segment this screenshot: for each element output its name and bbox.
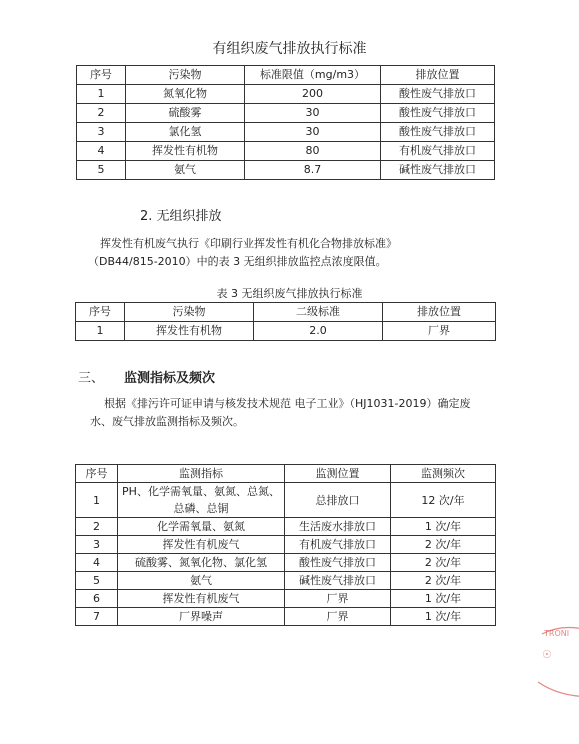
section3-paragraph-line2: 水、废气排放监测指标及频次。: [90, 415, 244, 428]
section3-paragraph-line1: 根据《排污许可证申请与核发技术规范 电子工业》（HJ1031-2019）确定废: [104, 397, 471, 410]
table-cell: 80: [245, 142, 381, 161]
table-cell: 4: [77, 142, 126, 161]
stamp-text: TRONI: [544, 629, 570, 638]
table-row: [77, 161, 495, 180]
table-header-cell: 序号: [77, 66, 126, 85]
table-cell: 化学需氧量、氨氮: [118, 518, 285, 536]
table-row: [76, 572, 496, 590]
table-header-cell: 监测位置: [285, 465, 391, 483]
table-cell: 200: [245, 85, 381, 104]
section3-number: 三、: [78, 371, 105, 386]
table-cell: 1: [76, 483, 118, 518]
table-row: [76, 554, 496, 572]
table-cell: 挥发性有机物: [125, 322, 254, 341]
table-cell: 氮氧化物: [126, 85, 245, 104]
table-cell: 6: [76, 590, 118, 608]
table-cell: 有机废气排放口: [285, 536, 391, 554]
table-header-row: [77, 66, 495, 85]
table-cell: 挥发性有机物: [126, 142, 245, 161]
table-cell: 酸性废气排放口: [381, 85, 495, 104]
table-cell: 酸性废气排放口: [381, 123, 495, 142]
table-cell: 酸性废气排放口: [381, 104, 495, 123]
table1-title: 有组织废气排放执行标准: [212, 41, 367, 57]
table-row: [77, 104, 495, 123]
table-cell: 生活废水排放口: [285, 518, 391, 536]
table-row: [76, 518, 496, 536]
table-cell: 1: [76, 322, 125, 341]
table-cell: 厂界: [285, 608, 391, 626]
table-cell: 1: [77, 85, 126, 104]
table-row: [76, 590, 496, 608]
table-cell: 7: [76, 608, 118, 626]
table-cell: 厂界: [383, 322, 496, 341]
table-cell: 4: [76, 554, 118, 572]
emission-standard-table: [76, 65, 495, 180]
table-cell: 8.7: [245, 161, 381, 180]
table-cell: 12 次/年: [391, 483, 496, 518]
table-header-cell: 排放位置: [381, 66, 495, 85]
table-cell: 挥发性有机废气: [118, 590, 285, 608]
table-cell: 1 次/年: [391, 608, 496, 626]
table-cell: 3: [76, 536, 118, 554]
table-cell: 5: [76, 572, 118, 590]
table-cell: 2: [76, 518, 118, 536]
table-cell: 厂界噪声: [118, 608, 285, 626]
table-cell: 硫酸雾、氮氧化物、氯化氢: [118, 554, 285, 572]
table-cell: 30: [245, 104, 381, 123]
table-row: [76, 483, 496, 518]
table-cell: 2.0: [254, 322, 383, 341]
table-cell: 碱性废气排放口: [381, 161, 495, 180]
monitoring-table: [75, 464, 496, 626]
table-header-cell: 二级标准: [254, 303, 383, 322]
company-seal-stamp: [534, 622, 579, 712]
table-cell: 5: [77, 161, 126, 180]
section3-title: 监测指标及频次: [124, 371, 216, 386]
table-header-cell: 监测指标: [118, 465, 285, 483]
table-header-cell: 排放位置: [383, 303, 496, 322]
table-cell: 厂界: [285, 590, 391, 608]
table-cell: 1 次/年: [391, 518, 496, 536]
table-row: [76, 608, 496, 626]
table-header-cell: 序号: [76, 465, 118, 483]
table-cell: 3: [77, 123, 126, 142]
table-row: [77, 123, 495, 142]
svg-text:☉: ☉: [542, 648, 552, 661]
fugitive-standard-table: [75, 302, 496, 341]
table-cell: 总排放口: [285, 483, 391, 518]
section2-paragraph-line1: 挥发性有机废气执行《印刷行业挥发性有机化合物排放标准》: [100, 237, 397, 250]
table-cell: 酸性废气排放口: [285, 554, 391, 572]
table-cell: 2 次/年: [391, 572, 496, 590]
table-header-cell: 标准限值（mg/m3）: [245, 66, 381, 85]
table-row: [77, 142, 495, 161]
table-header-row: [76, 465, 496, 483]
table-cell: 30: [245, 123, 381, 142]
section2-paragraph-line2: （DB44/815-2010）中的表 3 无组织排放监控点浓度限值。: [88, 255, 387, 268]
table-cell: 2: [77, 104, 126, 123]
table-header-cell: 污染物: [126, 66, 245, 85]
table2-caption: 表 3 无组织废气排放执行标准: [216, 287, 363, 300]
table-header-cell: 监测频次: [391, 465, 496, 483]
table-header-cell: 序号: [76, 303, 125, 322]
table-header-row: [76, 303, 496, 322]
section2-heading: 2. 无组织排放: [140, 209, 222, 224]
table-cell: 挥发性有机废气: [118, 536, 285, 554]
table-cell: 有机废气排放口: [381, 142, 495, 161]
table-cell: 氨气: [126, 161, 245, 180]
table-cell: 氯化氢: [126, 123, 245, 142]
table-header-cell: 污染物: [125, 303, 254, 322]
table-row: [77, 85, 495, 104]
table-row: [76, 536, 496, 554]
table-cell: 碱性废气排放口: [285, 572, 391, 590]
table-cell: 2 次/年: [391, 554, 496, 572]
table-cell: 氨气: [118, 572, 285, 590]
table-cell: 1 次/年: [391, 590, 496, 608]
table-cell: PH、化学需氧量、氨氮、总氮、总磷、总铜: [118, 483, 285, 518]
table-cell: 硫酸雾: [126, 104, 245, 123]
table-row: [76, 322, 496, 341]
table-cell: 2 次/年: [391, 536, 496, 554]
